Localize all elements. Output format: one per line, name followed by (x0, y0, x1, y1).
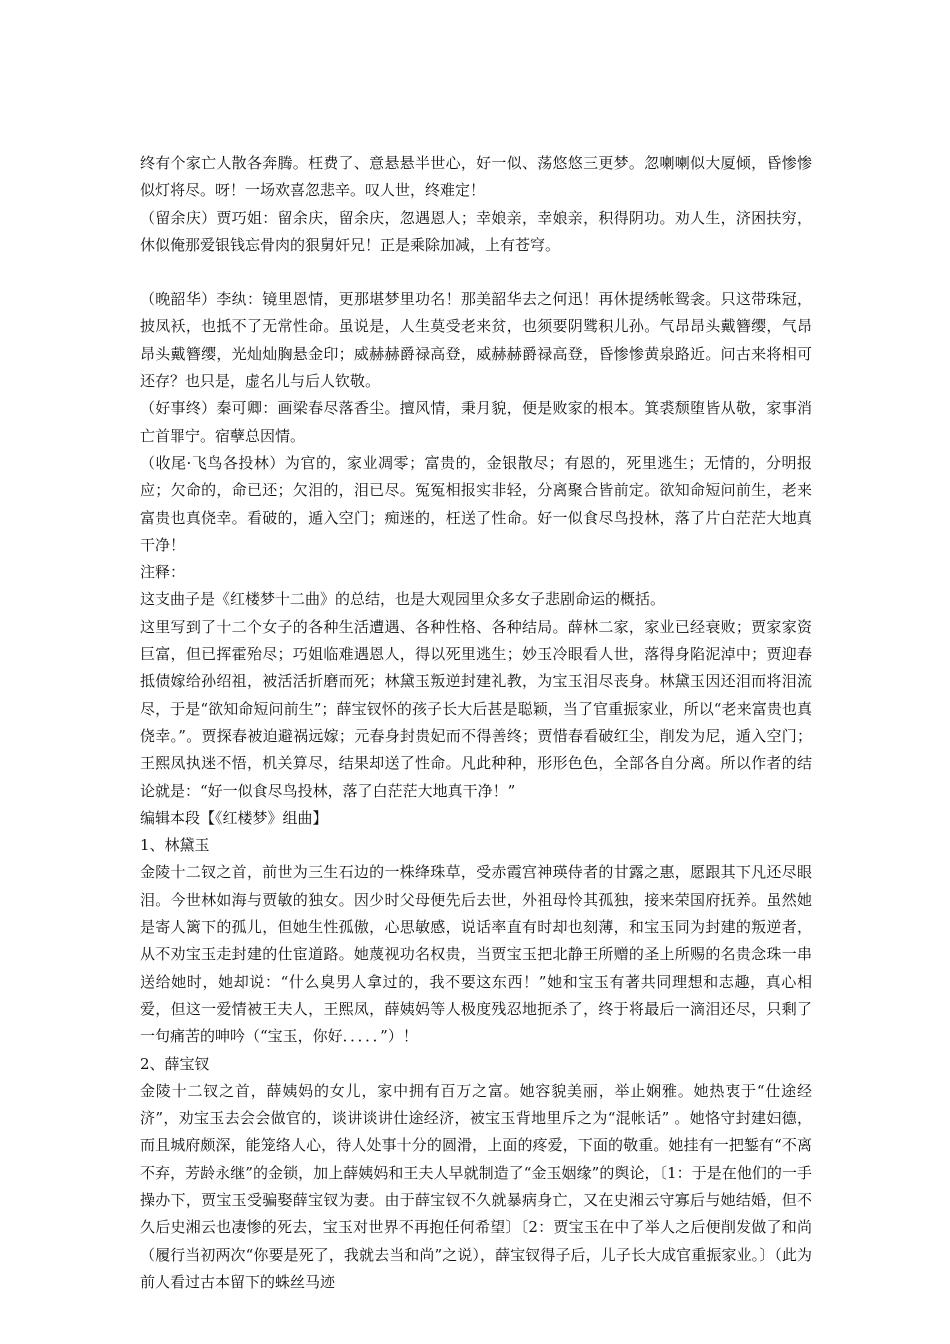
paragraph-shou-wei: （收尾·飞鸟各投林）为官的，家业凋零；富贵的，金银散尽；有恩的，死里逃生；无情的，分明报应；欠命的，命已还；欠泪的，泪已尽。冤冤相报实非轻，分离聚合皆前定。欲知命短问前生，老来富贵也真侥幸。看破的，遁入空门；痴迷的，枉送了性命。好一似食尽鸟投林，落了片白茫茫大地真干净！ (140, 453, 812, 554)
paragraph-note-details: 这里写到了十二个女子的各种生活遭遇、各种性格、各种结局。薛林二家，家业已经衰败；贾家家资巨富，但已挥霍殆尽；巧姐临难遇恩人，得以死里逃生；妙玉冷眼看人世，落得身陷泥淖中；贾迎春抵债嫁给孙绍祖，被活活折磨而死；林黛玉叛逆封建礼教，为宝玉泪尽丧身。林黛玉因还泪而将泪流尽，于是“欲知命短问前生”；薛宝钗怀的孩子长大后甚是聪颖，当了官重振家业，所以“老来富贵也真侥幸。”。贾探春被迫避祸远嫁；元春身封贵妃而不得善终；贾惜春看破红尘，削发为尼，遁入空门；王熙凤执迷不悟，机关算尽，结果却送了性命。凡此种种，形形色色，全部各自分离。所以作者的结论就是：“好一似食尽鸟投林，落了白茫茫大地真干净！” (140, 617, 812, 800)
paragraph-wan-shao-hua: （晚韶华）李纨：镜里恩情，更那堪梦里功名！那美韶华去之何迅！再休提绣帐鸳衾。只这带珠冠，披凤袄，也抵不了无常性命。虽说是，人生莫受老来贫，也须要阴骘积儿孙。气昂昂头戴簪缨，气昂昂头戴簪缨，光灿灿胸悬金印；威赫赫爵禄高登，威赫赫爵禄高登，昏惨惨黄泉路近。问古来将相可还存？也只是，虚名儿与后人钦敬。 (140, 290, 812, 391)
section-heading: 编辑本段【《红楼梦》组曲】 (140, 808, 328, 827)
paragraph-xue-baochai: 金陵十二钗之首，薛姨妈的女儿，家中拥有百万之富。她容貌美丽，举止娴雅。她热衷于“仕途经济”，劝宝玉去会会做官的，谈讲谈讲仕途经济，被宝玉背地里斥之为“混帐话” 。她恪守封建妇德，而且城府颇深，能笼络人心，待人处事十分的圆滑，上面的疼爱，下面的敬重。她挂有一把錾有“不离不弃，芳龄永继”的金锁，加上薛姨妈和王夫人早就制造了“金玉姻缘”的舆论，〔1：于是在他们的一手操办下，贾宝玉受骗娶薛宝钗为妻。由于薛宝钗不久就暴病身亡，又在史湘云守寡后与她结婚，但不久后史湘云也凄惨的死去，宝玉对世界不再抱任何希望〕〔2：贾宝玉在中了举人之后便削发做了和尚（履行当初两次“你要是死了，我就去当和尚”之说），薛宝钗得子后，儿子长大成官重振家业。〕（此为前人看过古本留下的蛛丝马迹 (140, 1081, 812, 1291)
paragraph-note-summary: 这支曲子是《红楼梦十二曲》的总结，也是大观园里众多女子悲剧命运的概括。 (140, 590, 666, 609)
blank-line (140, 259, 812, 286)
subheading-xue-baochai: 2、薛宝钗 (140, 1054, 210, 1073)
notes-heading: 注释： (140, 563, 186, 582)
paragraph-lin-daiyu: 金陵十二钗之首，前世为三生石边的一株绛珠草，受赤霞宫神瑛侍者的甘露之惠，愿跟其下凡还尽眼泪。今世林如海与贾敏的独女。因少时父母便先后去世，外祖母怜其孤独，接来荣国府抚养。虽然她是寄人篱下的孤儿，但她生性孤傲，心思敏感，说话率直有时却也刻薄，和宝玉同为封建的叛逆者，从不劝宝玉走封建的仕宦道路。她蔑视功名权贵，当贾宝玉把北静王所赠的圣上所赐的名贵念珠一串送给她时，她却说：“什么臭男人拿过的，我不要这东西！”她和宝玉有著共同理想和志趣，真心相爱，但这一爱情被王夫人，王熙凤，薛姨妈等人极度残忍地扼杀了，终于将最后一滴泪还尽，只剩了一句痛苦的呻吟（“宝玉，你好．．．．．”）！ (140, 863, 812, 1046)
subheading-lin-daiyu: 1、林黛玉 (140, 836, 210, 855)
paragraph-liu-yu-qing: （留余庆）贾巧姐：留余庆，留余庆，忽遇恩人；幸娘亲，幸娘亲，积得阴功。劝人生，济困扶穷，休似俺那爱银钱忘骨肉的狠舅奸兄！正是乘除加减，上有苍穹。 (140, 208, 812, 254)
paragraph-hao-shi-zhong: （好事终）秦可卿：画梁春尽落香尘。擅风情，秉月貌，便是败家的根本。箕裘颓堕皆从敬，家事消亡首罪宁。宿孽总因情。 (140, 399, 812, 445)
paragraph-ending-song-excerpt: 终有个家亡人散各奔腾。枉费了、意悬悬半世心，好一似、荡悠悠三更梦。忽喇喇似大厦倾，昏惨惨似灯将尽。呀！一场欢喜忽悲辛。叹人世，终难定！ (140, 154, 812, 200)
document-page (140, 150, 812, 1296)
